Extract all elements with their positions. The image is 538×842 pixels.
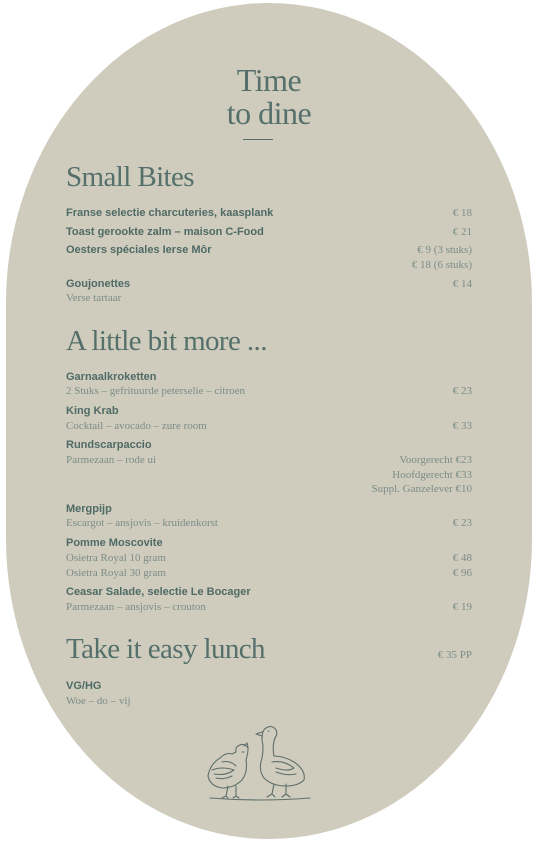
lunch-price: € 35 PP — [437, 649, 472, 661]
page-title-line-2: to dine — [226, 95, 312, 131]
item-name-rundscarpaccio: Rundscarpaccio — [66, 439, 152, 451]
item-name-mergpijp: Mergpijp — [66, 503, 112, 515]
item-desc-ceasar-salade: Parmezaan – ansjovis – crouton — [66, 601, 206, 613]
item-name-vghg: VG/HG — [66, 680, 102, 692]
item-name-oesters: Oesters spéciales Ierse Môr — [66, 244, 212, 256]
item-price-rundscarpaccio-voor: Voorgerecht €23 — [399, 454, 472, 466]
item-name-pomme-moscovite: Pomme Moscovite — [66, 537, 163, 549]
title-divider — [243, 139, 273, 140]
item-price-goujonettes: € 14 — [452, 278, 472, 290]
item-price-osietra-30: € 96 — [452, 567, 472, 579]
item-name-zalm: Toast gerookte zalm – maison C-Food — [66, 226, 264, 238]
item-desc-vghg: Woe – do – vij — [66, 695, 131, 707]
item-name-garnaalkroketten: Garnaalkroketten — [66, 371, 157, 383]
page-title-line-1: Time — [236, 62, 302, 98]
item-price-rundscarpaccio-suppl: Suppl. Ganzelever €10 — [371, 483, 472, 495]
item-price-zalm: € 21 — [452, 226, 472, 238]
item-price-king-krab: € 33 — [452, 420, 472, 432]
item-desc-goujonettes: Verse tartaar — [66, 292, 122, 304]
item-desc-mergpijp: Escargot – ansjovis – kruidenkorst — [66, 517, 218, 529]
item-price-charcuteries: € 18 — [452, 207, 472, 219]
section-title-small-bites: Small Bites — [66, 161, 194, 193]
item-desc-rundscarpaccio: Parmezaan – rode ui — [66, 454, 157, 466]
item-name-charcuteries: Franse selectie charcuteries, kaasplank — [66, 207, 274, 219]
item-price-garnaalkroketten: € 23 — [452, 385, 472, 397]
item-desc-garnaalkroketten: 2 Stuks – gefrituurde peterselie – citroen — [66, 385, 246, 397]
section-title-lunch: Take it easy lunch — [66, 633, 265, 665]
item-price-oesters-3: € 9 (3 stuks) — [417, 244, 472, 256]
item-name-ceasar-salade: Ceasar Salade, selectie Le Bocager — [66, 586, 251, 598]
item-desc-osietra-10: Osietra Royal 10 gram — [66, 552, 166, 564]
item-price-osietra-10: € 48 — [452, 552, 472, 564]
item-price-rundscarpaccio-hoofd: Hoofdgerecht €33 — [392, 469, 472, 481]
item-desc-osietra-30: Osietra Royal 30 gram — [66, 567, 166, 579]
hen-and-goose-icon — [200, 722, 316, 802]
item-price-oesters-6: € 18 (6 stuks) — [411, 259, 472, 271]
item-price-mergpijp: € 23 — [452, 517, 472, 529]
item-desc-king-krab: Cocktail – avocado – zure room — [66, 420, 207, 432]
section-title-a-little-bit-more: A little bit more ... — [66, 325, 267, 357]
item-price-ceasar-salade: € 19 — [452, 601, 472, 613]
item-name-king-krab: King Krab — [66, 405, 119, 417]
item-name-goujonettes: Goujonettes — [66, 278, 131, 290]
